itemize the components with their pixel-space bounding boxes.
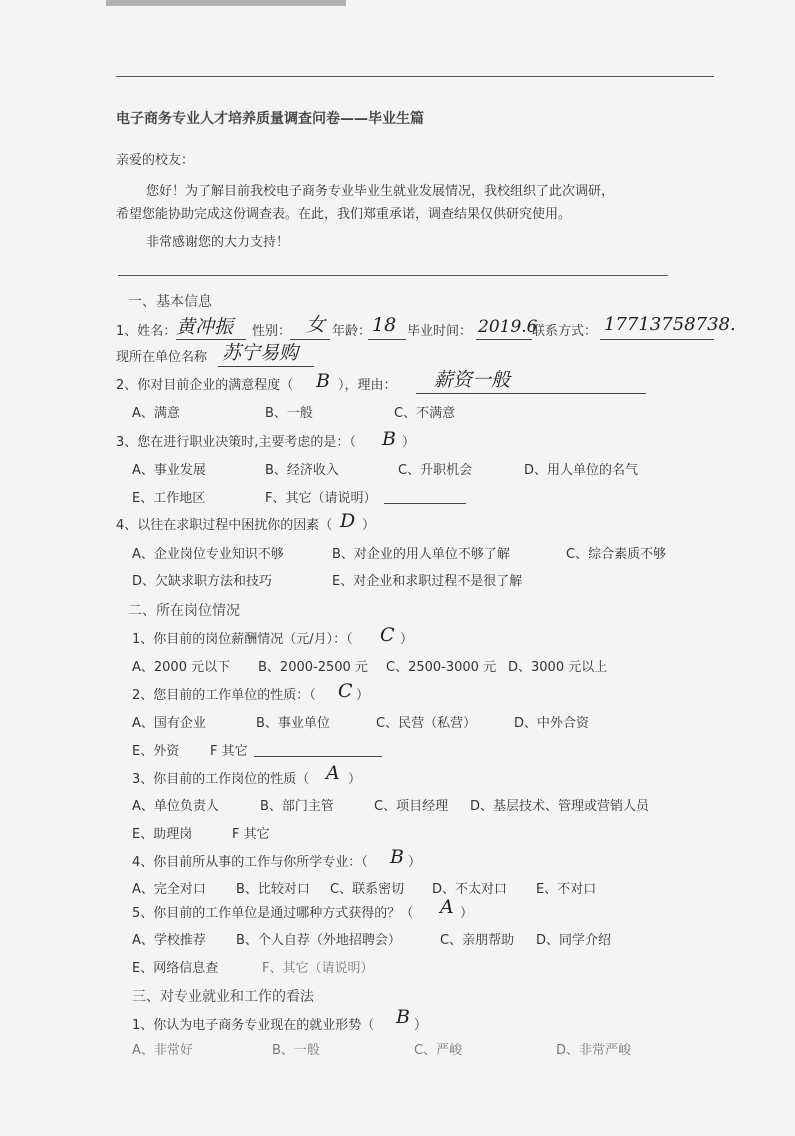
top-rule bbox=[116, 76, 714, 77]
q1-4-answer: D bbox=[340, 510, 356, 532]
name-label: 1、姓名： bbox=[116, 324, 177, 339]
q3-1-stem: 1、你认为电子商务专业现在的就业形势（ bbox=[132, 1018, 375, 1033]
age-label: 年龄： bbox=[332, 324, 372, 339]
grad-underline bbox=[476, 339, 532, 340]
q2-2-option-d: D、中外合资 bbox=[514, 716, 590, 731]
thanks-line: 非常感谢您的大力支持！ bbox=[146, 235, 290, 250]
q2-5-option-b: B、个人自荐（外地招聘会） bbox=[236, 933, 401, 948]
q1-2-stem: 2、你对目前企业的满意程度（ bbox=[116, 378, 294, 393]
age-underline bbox=[368, 339, 406, 340]
q3-1-option-d: D、非常严峻 bbox=[556, 1043, 632, 1058]
q2-2-other-underline bbox=[254, 756, 382, 757]
q1-3-stem: 3、您在进行职业决策时,主要考虑的是：（ bbox=[116, 435, 356, 450]
q3-1-close: ） bbox=[414, 1018, 428, 1033]
q2-2-option-e: E、外资 bbox=[132, 744, 180, 759]
q2-4-answer: B bbox=[390, 846, 404, 868]
q2-4-close: ） bbox=[408, 855, 422, 870]
q2-1-option-a: A、2000 元以下 bbox=[132, 660, 231, 675]
q1-3-option-a: A、事业发展 bbox=[132, 463, 206, 478]
q2-2-option-a: A、国有企业 bbox=[132, 716, 206, 731]
q2-1-stem: 1、你目前的岗位薪酬情况（元/月）：（ bbox=[132, 632, 353, 647]
q2-2-option-f: F 其它 bbox=[210, 744, 248, 759]
q2-2-option-c: C、民营（私营） bbox=[376, 716, 477, 731]
q2-5-stem: 5、你目前的工作单位是通过哪种方式获得的？（ bbox=[132, 906, 414, 921]
gender-value: 女 bbox=[306, 314, 326, 336]
age-value: 18 bbox=[372, 314, 397, 336]
q1-3-option-b: B、经济收入 bbox=[265, 463, 339, 478]
gender-underline bbox=[290, 339, 330, 340]
q1-3-answer: B bbox=[382, 428, 396, 450]
q2-4-option-c: C、联系密切 bbox=[330, 882, 405, 897]
q2-1-option-d: D、3000 元以上 bbox=[508, 660, 608, 675]
q1-4-stem: 4、以往在求职过程中困扰你的因素（ bbox=[116, 518, 333, 533]
contact-label: 联系方式： bbox=[532, 324, 598, 339]
q1-3-option-e: E、工作地区 bbox=[132, 491, 206, 506]
grad-label: 毕业时间： bbox=[407, 324, 473, 339]
page-title: 电子商务专业人才培养质量调查问卷——毕业生篇 bbox=[116, 111, 424, 127]
q2-1-option-c: C、2500-3000 元 bbox=[386, 660, 497, 675]
reason-underline bbox=[416, 393, 646, 394]
q2-3-answer: A bbox=[326, 762, 340, 784]
section-job-info: 二、所在岗位情况 bbox=[128, 603, 240, 619]
q2-3-option-a: A、单位负责人 bbox=[132, 799, 219, 814]
q1-4-close: ） bbox=[362, 518, 376, 533]
q1-4-option-b: B、对企业的用人单位不够了解 bbox=[332, 547, 510, 562]
gender-label: 性别： bbox=[252, 324, 292, 339]
q1-4-option-c: C、综合素质不够 bbox=[566, 547, 667, 562]
employer-underline bbox=[218, 366, 314, 367]
q2-1-close: ） bbox=[400, 632, 414, 647]
name-underline bbox=[176, 339, 246, 340]
q3-1-option-a: A、非常好 bbox=[132, 1043, 193, 1058]
q2-4-option-d: D、不太对口 bbox=[432, 882, 508, 897]
intro-divider bbox=[118, 275, 668, 276]
q3-1-answer: B bbox=[396, 1006, 410, 1028]
q1-2-reason-value: 薪资一般 bbox=[434, 369, 511, 391]
q2-5-close: ） bbox=[460, 906, 474, 921]
q2-4-option-e: E、不对口 bbox=[536, 882, 597, 897]
q2-2-stem: 2、您目前的工作单位的性质：（ bbox=[132, 688, 316, 703]
q2-3-option-f: F 其它 bbox=[232, 827, 270, 842]
contact-underline bbox=[600, 339, 714, 340]
intro-line-2: 希望您能协助完成这份调查表。在此，我们郑重承诺，调查结果仅供研究使用。 bbox=[116, 207, 572, 222]
q2-2-answer: C bbox=[338, 680, 353, 702]
q2-4-stem: 4、你目前所从事的工作与你所学专业：（ bbox=[132, 855, 368, 870]
employer-value: 苏宁易购 bbox=[222, 342, 299, 364]
q2-3-option-e: E、助理岗 bbox=[132, 827, 193, 842]
q1-3-option-f: F、其它（请说明） bbox=[265, 491, 377, 506]
q1-4-option-d: D、欠缺求职方法和技巧 bbox=[132, 574, 273, 589]
q1-2-option-a: A、满意 bbox=[132, 406, 180, 421]
q2-3-close: ） bbox=[348, 772, 362, 787]
q2-3-option-c: C、项目经理 bbox=[374, 799, 449, 814]
q2-5-option-d: D、同学介绍 bbox=[536, 933, 612, 948]
q2-5-option-f: F、其它（请说明） bbox=[262, 961, 374, 976]
q2-5-option-c: C、亲朋帮助 bbox=[440, 933, 515, 948]
q1-3-option-c: C、升职机会 bbox=[398, 463, 473, 478]
intro-line-1: 您好！为了解目前我校电子商务专业毕业生就业发展情况，我校组织了此次调研， bbox=[146, 184, 615, 199]
q2-3-option-b: B、部门主管 bbox=[260, 799, 334, 814]
q1-2-answer: B bbox=[316, 370, 330, 392]
q1-2-option-b: B、一般 bbox=[265, 406, 313, 421]
name-value: 黄冲振 bbox=[176, 316, 234, 338]
q2-1-option-b: B、2000-2500 元 bbox=[258, 660, 368, 675]
q2-3-option-d: D、基层技术、管理或营销人员 bbox=[470, 799, 650, 814]
scan-edge-mark bbox=[106, 0, 346, 6]
contact-value: 17713758738. bbox=[604, 314, 736, 335]
q2-4-option-a: A、完全对口 bbox=[132, 882, 206, 897]
grad-value: 2019.6 bbox=[478, 317, 538, 337]
employer-label: 现所在单位名称 bbox=[116, 350, 208, 365]
q2-2-close: ） bbox=[356, 688, 370, 703]
q1-2-option-c: C、不满意 bbox=[394, 406, 456, 421]
q2-3-stem: 3、你目前的工作岗位的性质（ bbox=[132, 772, 310, 787]
q2-4-option-b: B、比较对口 bbox=[236, 882, 310, 897]
q2-2-option-b: B、事业单位 bbox=[256, 716, 330, 731]
q2-5-answer: A bbox=[440, 896, 454, 918]
q3-1-option-b: B、一般 bbox=[272, 1043, 320, 1058]
q1-3-other-underline bbox=[384, 503, 466, 504]
section-views: 三、对专业就业和工作的看法 bbox=[132, 989, 314, 1005]
q1-3-option-d: D、用人单位的名气 bbox=[524, 463, 639, 478]
q3-1-option-c: C、严峻 bbox=[414, 1043, 463, 1058]
q2-5-option-e: E、网络信息查 bbox=[132, 961, 219, 976]
q1-4-option-e: E、对企业和求职过程不是很了解 bbox=[332, 574, 523, 589]
q1-2-reason-label: ），理由： bbox=[338, 378, 397, 393]
q1-4-option-a: A、企业岗位专业知识不够 bbox=[132, 547, 284, 562]
q2-1-answer: C bbox=[380, 624, 395, 646]
salutation: 亲爱的校友： bbox=[116, 153, 195, 168]
q1-3-close: ） bbox=[402, 435, 416, 450]
q2-5-option-a: A、学校推荐 bbox=[132, 933, 206, 948]
section-basic-info: 一、基本信息 bbox=[128, 294, 212, 310]
